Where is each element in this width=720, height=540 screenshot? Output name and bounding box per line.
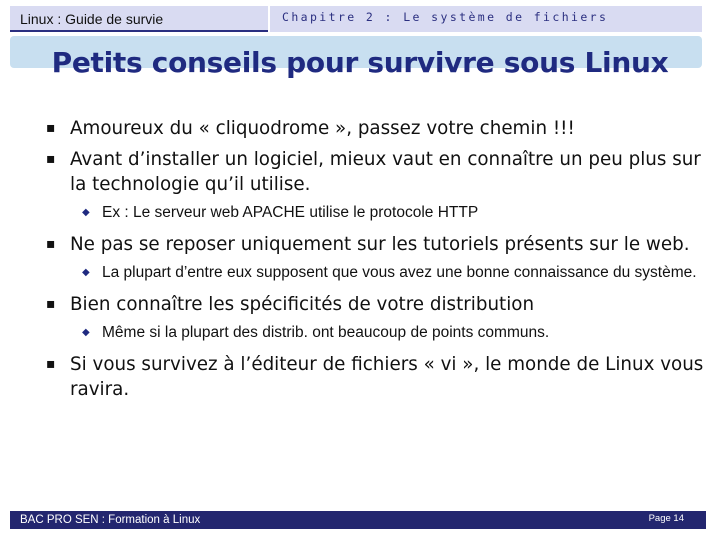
- footer-course: BAC PRO SEN : Formation à Linux: [20, 514, 201, 526]
- bullet-text: Avant d’installer un logiciel, mieux vaut en connaître un peu plus sur la technologie qu’il utilise.: [70, 149, 701, 195]
- bullet-item: [46, 292, 706, 317]
- chapter-header: Chapitre 2 : Le système de fichiers: [270, 6, 702, 32]
- sub-bullet-item: [46, 263, 706, 282]
- square-bullet-icon: ▪: [46, 296, 56, 312]
- diamond-bullet-icon: ◆: [82, 327, 90, 338]
- bullet-list: [46, 116, 706, 408]
- page-number: Page 14: [648, 513, 684, 524]
- square-bullet-icon: ▪: [46, 356, 56, 372]
- header-left: Linux : Guide de survie: [10, 6, 268, 32]
- sub-bullet-item: [46, 323, 706, 342]
- slide-title: Petits conseils pour survivre sous Linux: [51, 46, 669, 79]
- bullet-text: Amoureux du « cliquodrome », passez votre chemin !!!: [70, 118, 575, 139]
- sub-bullet-item: [46, 203, 706, 222]
- bullet-item: [46, 116, 706, 141]
- sub-bullet-text: Ex : Le serveur web APACHE utilise le protocole HTTP: [102, 204, 479, 221]
- bullet-text: Ne pas se reposer uniquement sur les tutoriels présents sur le web.: [70, 234, 690, 255]
- bullet-item: [46, 147, 706, 197]
- bullet-text: Si vous survivez à l’éditeur de fichiers « vi », le monde de Linux vous ravira.: [70, 354, 704, 400]
- bullet-item: [46, 232, 706, 257]
- sub-bullet-text: La plupart d’entre eux supposent que vous avez une bonne connaissance du système.: [102, 264, 697, 281]
- square-bullet-icon: ▪: [46, 236, 56, 252]
- square-bullet-icon: ▪: [46, 151, 56, 167]
- sub-bullet-text: Même si la plupart des distrib. ont beaucoup de points communs.: [102, 324, 550, 341]
- bullet-text: Bien connaître les spécificités de votre distribution: [70, 294, 535, 315]
- footer-bar: [10, 511, 706, 529]
- bullet-item: [46, 352, 706, 402]
- square-bullet-icon: ▪: [46, 120, 56, 136]
- diamond-bullet-icon: ◆: [82, 207, 90, 218]
- diamond-bullet-icon: ◆: [82, 267, 90, 278]
